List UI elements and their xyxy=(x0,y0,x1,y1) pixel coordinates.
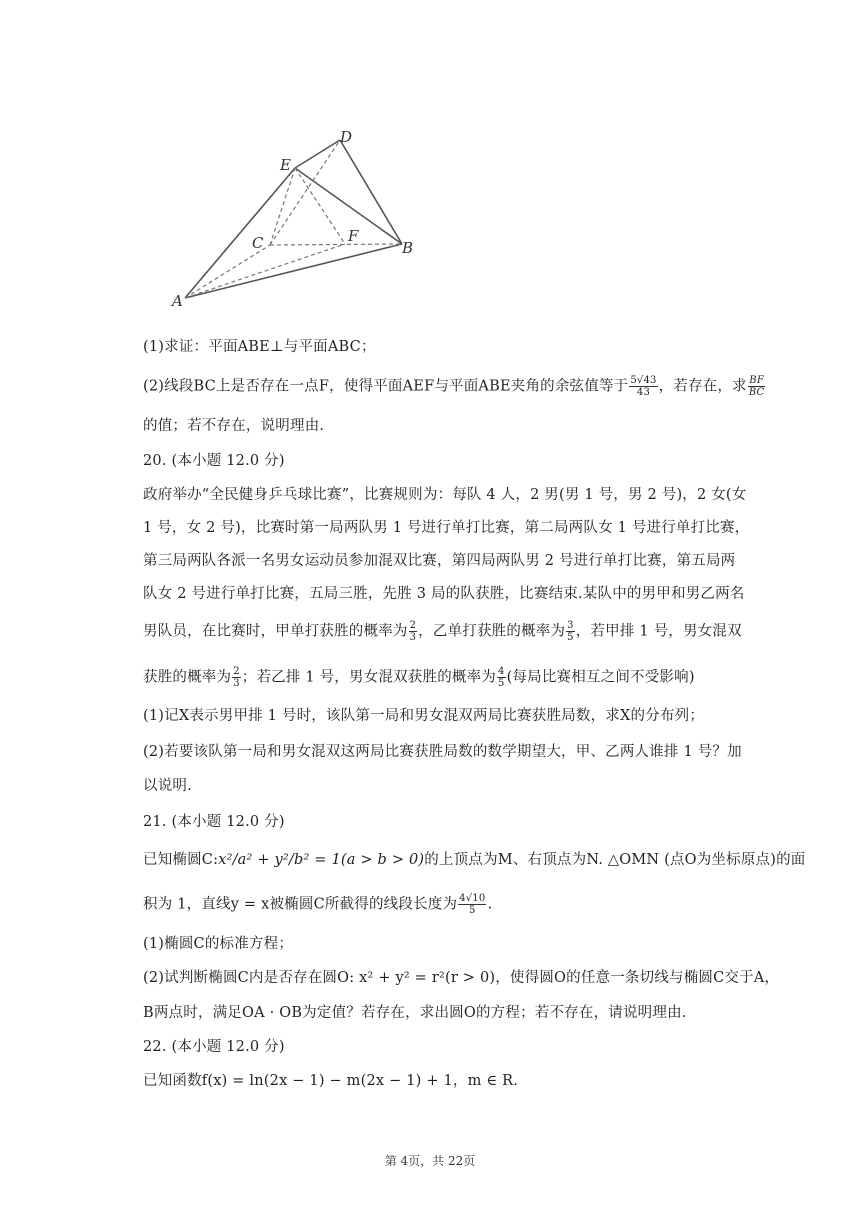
q19-ratio-fraction xyxy=(748,375,766,398)
q21-line1-text-b: 的上顶点为M、右顶点为N. △OMN (点O为坐标原点)的面 xyxy=(424,852,806,868)
frac-den: 5 xyxy=(469,905,476,916)
q20-prob-frac-2 xyxy=(566,620,575,643)
q21-line1 xyxy=(143,850,806,870)
q19-part1: (1)求证：平面ABE⊥与平面ABC； xyxy=(143,339,376,355)
q20-line6-text-a: 获胜的概率为 xyxy=(143,669,232,686)
q19-part2-line1 xyxy=(143,375,766,398)
q21-part2-line2: B两点时，满足OA · OB为定值？若存在，求出圆O的方程；若不存在，请说明理由. xyxy=(143,1005,687,1021)
q20-line2: 1 号，女 2 号)，比赛时第一局两队男 1 号进行单打比赛，第二局两队女 1 号进行单打比赛， xyxy=(143,520,750,536)
q21-part2-line1: (2)试判断椭圆C内是否存在圆O: x² + y² = r²(r > 0)，使得圆O的任意一条切线与椭圆C交于A， xyxy=(143,970,780,986)
frac-num: BF xyxy=(749,375,764,386)
q20-line5-text-b: ，乙单打获胜的概率为 xyxy=(418,623,566,640)
q21-line2 xyxy=(143,893,492,916)
ellipse-equation: x²/a² + y²/b² = 1(a > b > 0) xyxy=(218,852,425,868)
edge-CB xyxy=(270,244,402,245)
q20-line5-text-c: ，若甲排 1 号，男女混双 xyxy=(575,623,742,640)
q20-line6-text-b: ；若乙排 1 号，男女混双获胜的概率为 xyxy=(241,669,497,686)
q21-line2-text-a: 积为 1，直线y = x被椭圆C所截得的线段长度为 xyxy=(143,896,458,913)
page-footer: 第 4页，共 22页 xyxy=(384,1154,476,1168)
frac-den: BC xyxy=(748,387,765,398)
frac-num: 5√43 xyxy=(630,375,657,386)
q20-prob-frac-3 xyxy=(232,666,241,689)
q21-line1-text-a: 已知椭圆C: xyxy=(143,852,219,868)
frac-num: 2 xyxy=(409,620,417,631)
frac-num: 4√10 xyxy=(459,893,486,904)
frac-num: 2 xyxy=(233,666,240,677)
q20-line6 xyxy=(143,666,695,689)
q20-line5 xyxy=(143,620,742,643)
q20-part2-line2: 以说明. xyxy=(143,778,192,794)
label-F: F xyxy=(348,227,359,245)
q20-prob-frac-4 xyxy=(497,666,506,689)
label-C: C xyxy=(252,234,264,252)
edge-EF xyxy=(295,168,345,244)
pyramid-figure xyxy=(140,110,440,315)
frac-den: 5 xyxy=(498,678,505,689)
q21-line2-text-b: . xyxy=(487,896,493,913)
q22-heading: 22. (本小题 12.0 分) xyxy=(143,1039,285,1055)
q22-line1: 已知函数f(x) = ln(2x − 1) − m(2x − 1) + 1，m ∈ R. xyxy=(143,1073,519,1089)
edge-ED xyxy=(295,140,340,168)
q20-line5-text-a: 男队员，在比赛时，甲单打获胜的概率为 xyxy=(143,623,408,640)
edge-AF xyxy=(185,244,345,298)
q20-line3: 第三局两队各派一名男女运动员参加混双比赛，第四局两队男 2 号进行单打比赛，第五局两 xyxy=(143,553,736,569)
q20-heading: 20. (本小题 12.0 分) xyxy=(143,453,285,469)
frac-num: 3 xyxy=(567,620,574,631)
frac-num: 4 xyxy=(498,666,505,677)
label-D: D xyxy=(340,128,353,146)
q21-part1: (1)椭圆C的标准方程； xyxy=(143,936,294,952)
q20-prob-frac-1 xyxy=(409,620,418,643)
frac-den: 43 xyxy=(636,387,651,398)
q20-line1: 政府举办“全民健身乒乓球比赛”，比赛规则为：每队 4 人，2 男(男 1 号，男 2 号)，2 女(女 xyxy=(143,487,747,503)
edge-AC xyxy=(185,245,270,298)
frac-den: 3 xyxy=(409,632,417,643)
q19-part2-text-a: (2)线段BC上是否存在一点F，使得平面AEF与平面ABE夹角的余弦值等于 xyxy=(143,378,629,395)
frac-den: 3 xyxy=(233,678,240,689)
q21-heading: 21. (本小题 12.0 分) xyxy=(143,814,285,830)
edge-AB xyxy=(185,244,402,298)
q20-line4: 队女 2 号进行单打比赛，五局三胜，先胜 3 局的队获胜，比赛结束.某队中的男甲和男乙两名 xyxy=(143,586,745,602)
q20-part1: (1)记X表示男甲排 1 号时，该队第一局和男女混双两局比赛获胜局数，求X的分布列； xyxy=(143,708,705,724)
label-E: E xyxy=(280,156,291,174)
q19-part2-line2: 的值；若不存在，说明理由. xyxy=(143,418,325,434)
q19-cos-fraction xyxy=(629,375,657,398)
edge-CE xyxy=(270,168,295,245)
q21-length-fraction xyxy=(458,893,486,916)
label-A: A xyxy=(172,292,183,310)
label-B: B xyxy=(402,239,414,257)
q20-line6-text-c: (每局比赛相互之间不受影响) xyxy=(506,669,695,686)
frac-den: 5 xyxy=(567,632,574,643)
q19-part2-text-b: ，若存在，求 xyxy=(658,378,747,395)
q20-part2-line1: (2)若要该队第一局和男女混双这两局比赛获胜局数的数学期望大，甲、乙两人谁排 1 号？加 xyxy=(143,744,742,760)
